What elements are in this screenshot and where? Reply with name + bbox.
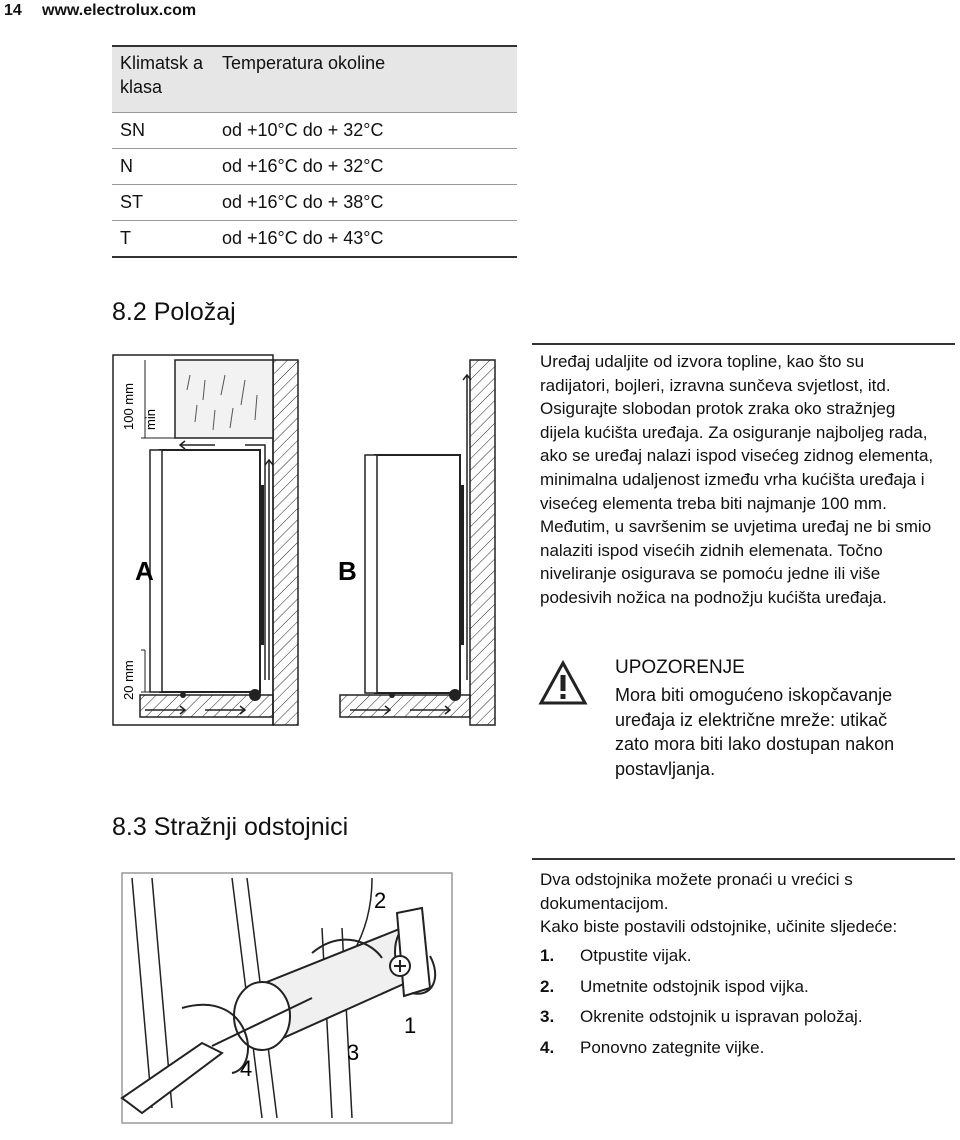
step-text: Umetnite odstojnik ispod vijka. bbox=[580, 976, 809, 996]
step-number: 2. bbox=[540, 976, 555, 996]
table-cell: od +16°C do + 38°C bbox=[214, 185, 517, 221]
figure-position-a bbox=[105, 350, 305, 730]
list-item bbox=[540, 944, 940, 975]
figure-position-b bbox=[330, 350, 505, 730]
column-header-class: Klimatsk a klasa bbox=[112, 46, 214, 113]
table-row bbox=[112, 221, 517, 258]
warning-title: UPOZORENJE bbox=[615, 657, 745, 678]
figure-rear-spacers bbox=[112, 868, 510, 1128]
table-row bbox=[112, 113, 517, 149]
dimension-20mm-label: 20 mm bbox=[121, 660, 136, 700]
section-title-position: 8.2 Položaj bbox=[112, 298, 236, 326]
list-item bbox=[540, 1036, 940, 1067]
table-row bbox=[112, 185, 517, 221]
step-text: Ponovno zategnite vijke. bbox=[580, 1037, 765, 1057]
figure-label-a: A bbox=[135, 556, 154, 586]
step-number: 4. bbox=[540, 1037, 555, 1057]
spacers-intro: Dva odstojnika možete pronaći u vrećici s dokumentacijom. bbox=[540, 870, 853, 913]
warning-icon bbox=[538, 660, 588, 706]
table-cell: SN bbox=[112, 113, 214, 149]
header-url: www.electrolux.com bbox=[42, 2, 197, 19]
step-label-3: 3 bbox=[347, 1040, 360, 1065]
figure-label-b: B bbox=[338, 556, 357, 586]
section-title-spacers: 8.3 Stražnji odstojnici bbox=[112, 813, 349, 841]
page-number: 14 bbox=[4, 2, 22, 19]
step-number: 1. bbox=[540, 946, 555, 965]
section-rule bbox=[532, 343, 955, 345]
table-header-row bbox=[112, 46, 517, 113]
list-item bbox=[540, 1005, 940, 1036]
spacers-intro-2: Kako biste postavili odstojnike, učinite sljedeće: bbox=[540, 917, 898, 936]
step-label-1: 1 bbox=[404, 1013, 417, 1038]
step-label-4: 4 bbox=[240, 1056, 253, 1081]
table-cell: ST bbox=[112, 185, 214, 221]
climate-class-table bbox=[112, 45, 517, 258]
table-cell: T bbox=[112, 221, 214, 258]
dimension-min-label: min bbox=[143, 409, 158, 430]
spacer-steps-list bbox=[540, 944, 940, 1066]
position-paragraph: Uređaj udaljite od izvora topline, kao što su radijatori, bojleri, izravna sunčeva svjetlost, itd. Osigurajte slobodan protok zraka oko stražnjeg dijela kućišta uređaja. Za osiguranje najboljeg rada, ako se uređaj nalazi ispod visećeg zidnog elementa, minimalna udaljenost između vrha kućišta uređaja i visećeg elementa treba biti najmanje 100 mm. Međutim, u savršenim se uvjetima uređaj ne bi smio nalaziti ispod visećih zidnih elemenata. Točno niveliranje osigurava se pomoću jedne ili više podesivih nožica na podnožju kućišta uređaja. bbox=[540, 352, 934, 607]
table-row bbox=[112, 149, 517, 185]
list-item bbox=[540, 975, 940, 1006]
section-rule bbox=[532, 858, 955, 860]
warning-text: Mora biti omogućeno iskopčavanje uređaja iz električne mreže: utikač zato mora biti lako dostupan nakon postavljanja. bbox=[615, 685, 895, 779]
step-number: 3. bbox=[540, 1007, 555, 1027]
table-cell: od +10°C do + 32°C bbox=[214, 113, 517, 149]
step-label-2: 2 bbox=[374, 888, 387, 913]
step-text: Okrenite odstojnik u ispravan položaj. bbox=[580, 1007, 863, 1027]
table-cell: od +16°C do + 43°C bbox=[214, 221, 517, 258]
dimension-100mm-label: 100 mm bbox=[121, 383, 136, 430]
table-cell: od +16°C do + 32°C bbox=[214, 149, 517, 185]
step-text: Otpustite vijak. bbox=[580, 946, 692, 965]
column-header-temperature: Temperatura okoline bbox=[214, 46, 517, 113]
table-cell: N bbox=[112, 149, 214, 185]
